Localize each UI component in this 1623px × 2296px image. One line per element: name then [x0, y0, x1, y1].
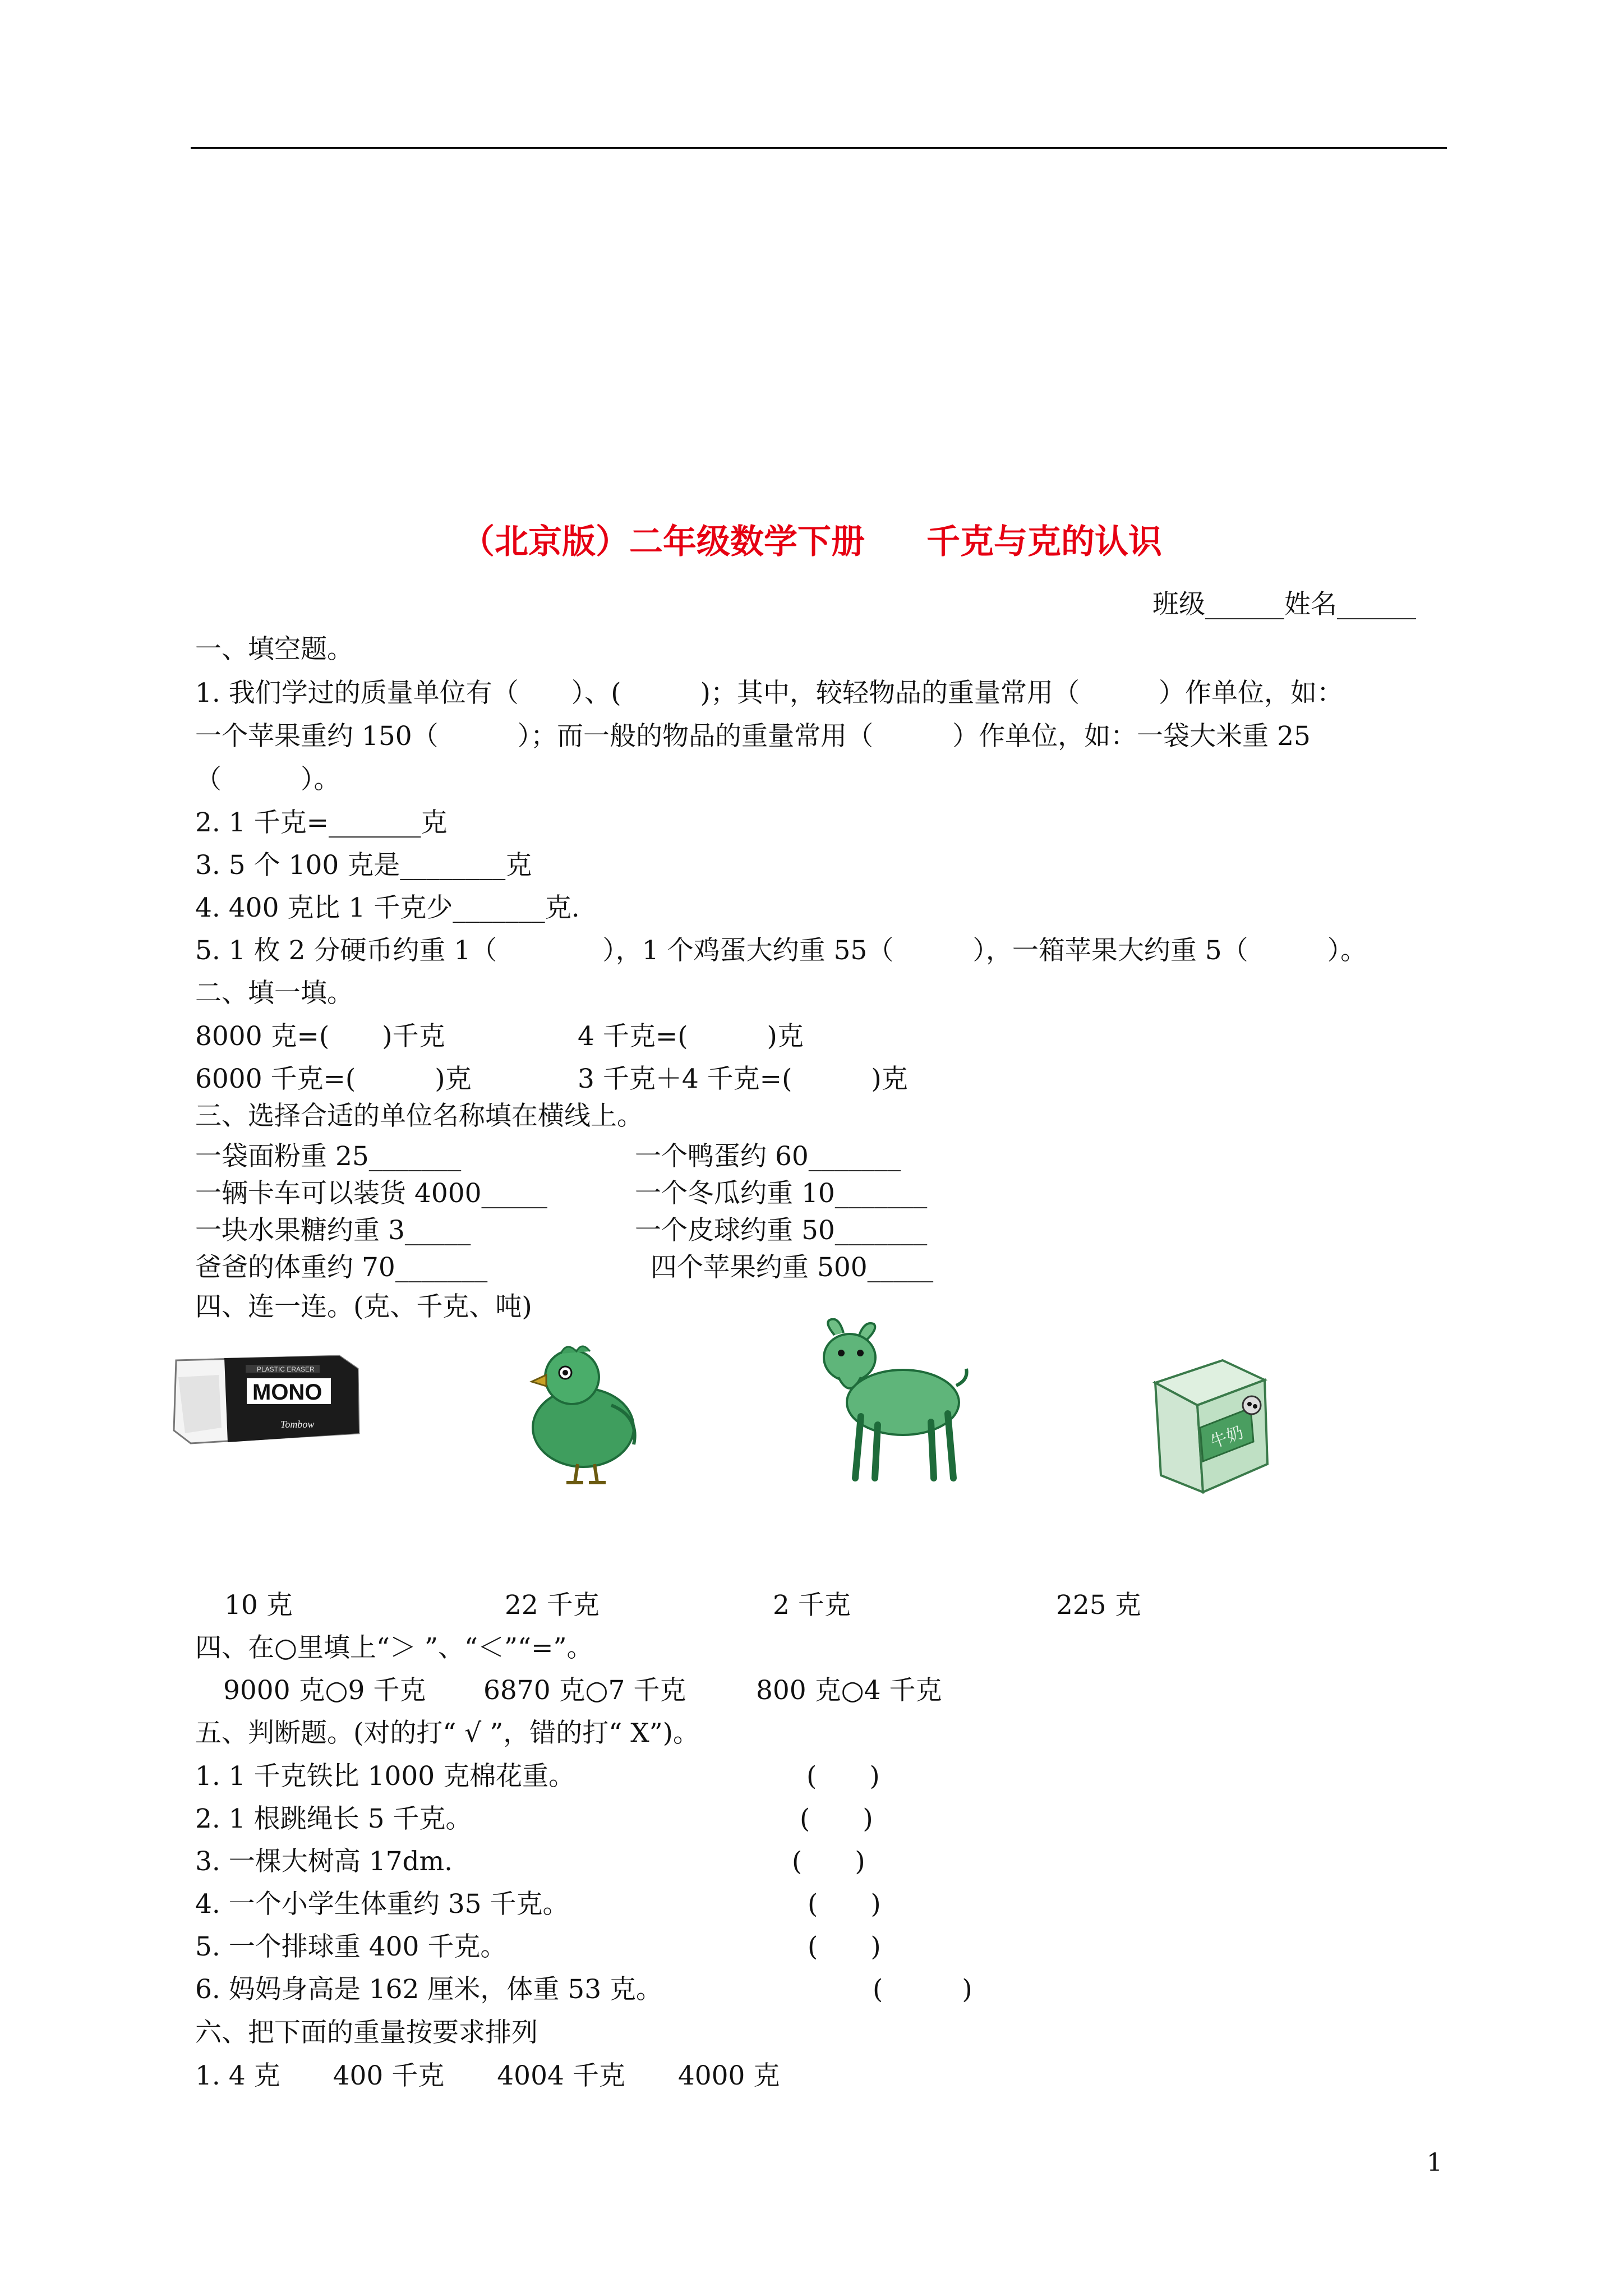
chicken-image [527, 1338, 656, 1489]
title-left: （北京版）二年级数学下册 [461, 522, 865, 562]
weight-option: 22 千克 [505, 1590, 600, 1621]
judge-paren: ( ) [792, 1846, 865, 1877]
section-4b-heading: 四、在○里填上“＞ ”、“＜”“=”。 [195, 1632, 593, 1663]
weight-option: 2 千克 [773, 1590, 851, 1621]
judge-item: 2. 1 根跳绳长 5 千克。 [195, 1803, 472, 1834]
eraser-brand-name: Tombow [280, 1419, 315, 1430]
unit-item: 爸爸的体重约 70_______ [195, 1252, 488, 1283]
question-1-line-1: 1. 我们学过的质量单位有（ ）、( )；其中，较轻物品的重量常用（ ）作单位，如： [195, 678, 1343, 708]
fill-2a: 6000 千克=( )克 [195, 1064, 472, 1094]
section-1-heading: 一、填空题。 [195, 634, 353, 665]
judge-paren: ( ) [806, 1761, 880, 1792]
unit-item: 一个冬瓜约重 10_______ [635, 1178, 928, 1209]
judge-item: 6. 妈妈身高是 162 厘米，体重 53 克。 [195, 1974, 663, 2005]
sort-question-1: 1. 4 克 400 千克 4004 千克 4000 克 [195, 2060, 780, 2091]
eraser-image [168, 1343, 365, 1456]
eraser-small-label: PLASTIC ERASER [257, 1365, 315, 1373]
fill-2b: 3 千克＋4 千克=( )克 [578, 1064, 908, 1094]
milk-box-label: 牛奶 [1207, 1423, 1246, 1453]
section-5-heading: 五、判断题。(对的打“ √ ”，错的打“ X”)。 [195, 1718, 700, 1749]
compare-item: 9000 克○9 千克 [223, 1675, 426, 1706]
judge-paren: ( ) [800, 1803, 873, 1834]
question-4: 4. 400 克比 1 千克少_______克. [195, 892, 580, 923]
judge-paren: ( ) [808, 1889, 881, 1920]
question-1-line-3: （ ）。 [195, 764, 340, 795]
judge-paren: ( ) [873, 1974, 972, 2005]
judge-item: 5. 一个排球重 400 千克。 [195, 1931, 507, 1962]
question-2: 2. 1 千克=_______克 [195, 807, 448, 838]
question-1-line-2: 一个苹果重约 150（ ）；而一般的物品的重量常用（ ）作单位，如：一袋大米重 25 [195, 721, 1311, 752]
judge-paren: ( ) [808, 1931, 881, 1962]
section-3-heading: 三、选择合适的单位名称填在横线上。 [195, 1101, 643, 1131]
weight-option: 10 克 [224, 1590, 293, 1621]
header-rule [191, 147, 1447, 149]
eraser-brand-mono: MONO [252, 1380, 322, 1405]
question-3: 3. 5 个 100 克是________克 [195, 850, 532, 881]
weight-option: 225 克 [1056, 1590, 1141, 1621]
question-5: 5. 1 枚 2 分硬币约重 1（ ），1 个鸡蛋大约重 55（ ），一箱苹果大约重 5（ ）。 [195, 935, 1367, 966]
page-title [0, 515, 1623, 563]
unit-item: 一辆卡车可以装货 4000_____ [195, 1178, 548, 1209]
milk-box-image [1138, 1349, 1279, 1501]
section-6-heading: 六、把下面的重量按要求排列 [195, 2017, 538, 2048]
section-2-heading: 二、填一填。 [195, 978, 353, 1009]
fill-1b: 4 千克=( )克 [578, 1021, 804, 1052]
compare-item: 800 克○4 千克 [756, 1675, 942, 1706]
judge-item: 3. 一棵大树高 17dm. [195, 1846, 453, 1877]
title-right: 千克与克的认识 [926, 522, 1162, 562]
unit-item: 四个苹果约重 500_____ [651, 1252, 934, 1283]
compare-item: 6870 克○7 千克 [483, 1675, 686, 1706]
section-4-heading: 四、连一连。(克、千克、吨) [195, 1291, 532, 1322]
judge-item: 1. 1 千克铁比 1000 克棉花重。 [195, 1761, 575, 1792]
goat-image [808, 1318, 970, 1487]
unit-item: 一个皮球约重 50_______ [635, 1215, 928, 1246]
unit-item: 一块水果糖约重 3_____ [195, 1215, 471, 1246]
unit-item: 一袋面粉重 25_______ [195, 1141, 462, 1172]
class-name-field: 班级______姓名______ [1152, 589, 1416, 620]
judge-item: 4. 一个小学生体重约 35 千克。 [195, 1889, 569, 1920]
fill-1a: 8000 克=( )千克 [195, 1021, 445, 1052]
page-number: 1 [1427, 2148, 1442, 2177]
unit-item: 一个鸭蛋约 60_______ [635, 1141, 901, 1172]
